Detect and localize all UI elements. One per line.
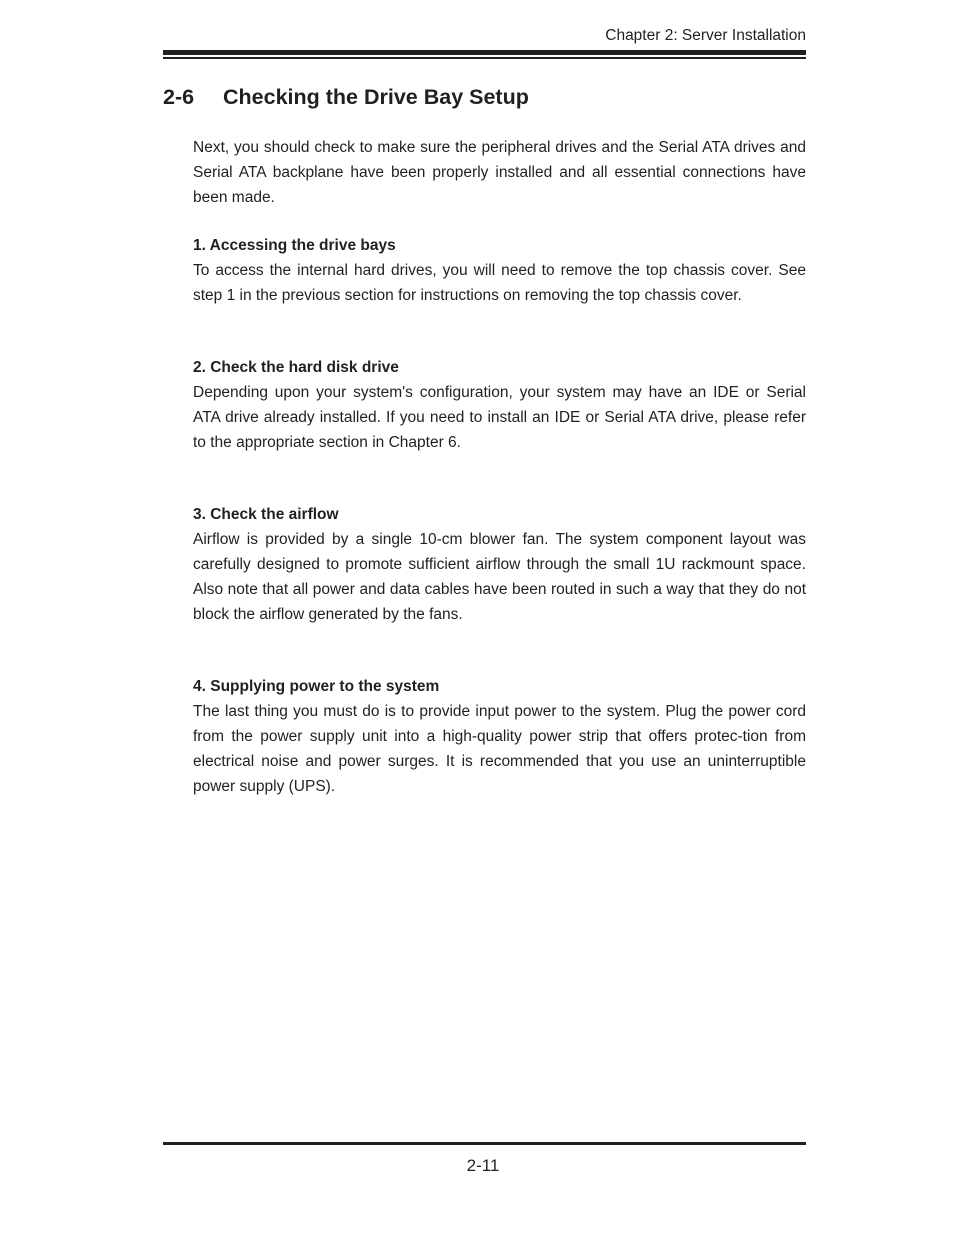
header-rule-thin: [163, 57, 806, 59]
step-body: The last thing you must do is to provide input power to the system. Plug the power cord from the power supply unit into a high-quality power strip that offers protec-tion from electrical noise and power surges. It is recommended that you use an uninterruptible power supply (UPS).: [193, 703, 806, 795]
step-check-hard-disk-drive: [193, 355, 806, 455]
step-body: Depending upon your system's configuration, your system may have an IDE or Serial ATA drive already installed. If you need to install an IDE or Serial ATA drive, please refer to the appropriate section in Chapter 6.: [193, 384, 806, 451]
header-rule-thick: [163, 50, 806, 55]
step-body: Airflow is provided by a single 10-cm blower fan. The system component layout was carefully designed to promote sufficient airflow through the small 1U rackmount space. Also note that all power and data cables have been routed in such a way that they do not block the airflow generated by the fans.: [193, 531, 806, 623]
running-header: Chapter 2: Server Installation: [605, 27, 806, 44]
section-number: 2-6: [163, 85, 195, 109]
step-heading: 3. Check the airflow: [193, 506, 339, 523]
step-accessing-drive-bays: [193, 233, 806, 308]
page-number: 2-11: [466, 1156, 500, 1175]
step-check-airflow: [193, 502, 806, 627]
step-heading: 4. Supplying power to the system: [193, 678, 440, 695]
section-title: [163, 85, 529, 110]
step-heading: 1. Accessing the drive bays: [193, 237, 396, 254]
step-heading: 2. Check the hard disk drive: [193, 359, 399, 376]
footer-rule: [163, 1142, 806, 1145]
main-content: [193, 135, 806, 846]
step-supplying-power: [193, 674, 806, 799]
section-title-text: Checking the Drive Bay Setup: [223, 85, 529, 109]
intro-paragraph: Next, you should check to make sure the peripheral drives and the Serial ATA drives and Serial ATA backplane have been properly installed and all essential connections have been made.: [193, 139, 806, 206]
step-body: To access the internal hard drives, you will need to remove the top chassis cover. See step 1 in the previous section for instructions on removing the top chassis cover.: [193, 262, 806, 304]
